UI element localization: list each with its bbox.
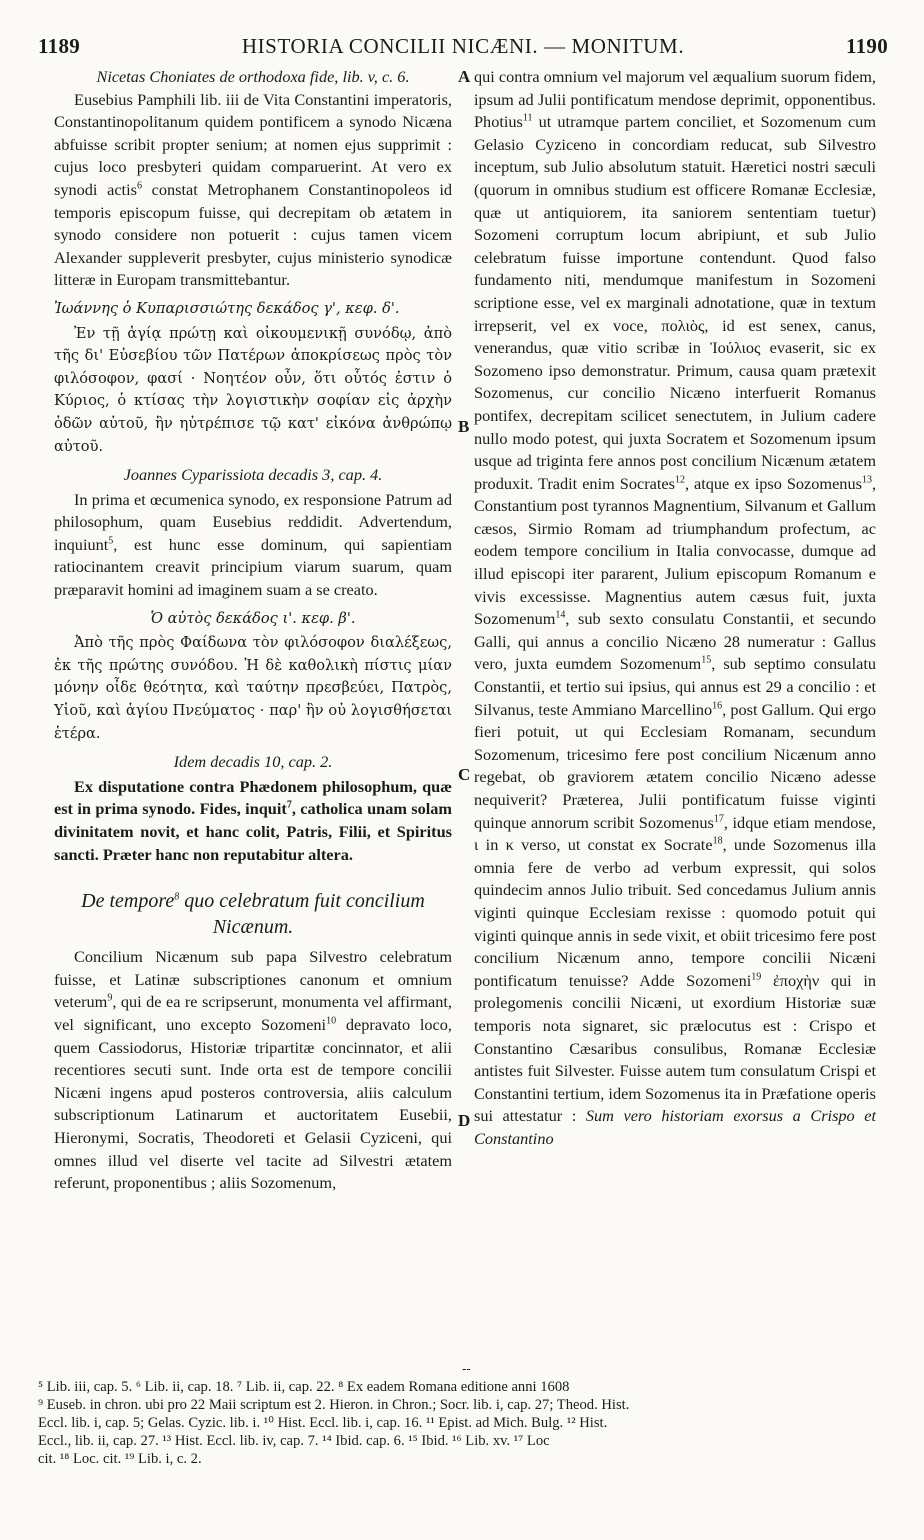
greek-source-heading: Ἰωάννης ὁ Κυπαρισσιώτης δεκάδος γ', κεφ. δ'. [54, 299, 400, 317]
footnote-ref: 13 [861, 474, 872, 486]
section-title: De tempore$^8$ quo celebratum fuit concilium Nicænum. [81, 890, 425, 939]
margin-letter-d: D [458, 1111, 471, 1130]
footnote-ref: 14 [555, 609, 566, 621]
paragraph: Eusebius Pamphili lib. iii de Vita Constantini imperatoris, Constantinopolitanum quidem pontificem a synodo Nicæna abfuisse scribit propter senium; at nomen ejus supprimit : cujus loco presbyteri quidam comparuerint. At vero ex synodi actis$^6$ constat Metrophanem Constantinopoleos id temporis episcopum fuisse, qui decrepitam ob ætatem in synodo considere non potuerit : cujus tamen vicem Alexander suppleverit presbyter, cujus ministerio synodicæ litteræ in Europam transmittebantur. [54, 89, 453, 290]
separator-mark: -- [462, 1362, 471, 1377]
page-title: HISTORIA CONCILII NICÆNI. — MONITUM. [241, 34, 685, 58]
footnote-ref: 17 [713, 813, 724, 825]
margin-letter-b: B [458, 417, 470, 436]
footnote-line: Eccl., lib. ii, cap. 27. ¹³ Hist. Eccl. lib. iv, cap. 7. ¹⁴ Ibid. cap. 6. ¹⁵ Ibid. ¹⁶ Lib. xv. ¹⁷ Loc [38, 1433, 550, 1449]
footnote-line: cit. ¹⁸ Loc. cit. ¹⁹ Lib. i, c. 2. [38, 1451, 202, 1467]
source-heading: Idem decadis 10, cap. 2. [173, 752, 333, 772]
paragraph: Ex disputatione contra Phædonem philosophum, quæ est in prima synodo. Fides, inquit$^7$, catholica unam solam divinitatem novit, et hanc colit, Patris, Filii, et Spiritus sancti. Præter hanc non reputabitur altera. [54, 776, 452, 864]
greek-source-heading: Ὁ αὐτὸς δεκάδος ι'. κεφ. β'. [150, 609, 356, 627]
footnote-ref: 7 [286, 799, 292, 811]
margin-letter-c: C [458, 765, 471, 784]
page-number-left: 1189 [38, 34, 81, 58]
footnote-ref: 6 [136, 180, 142, 192]
footnote-line: ⁹ Euseb. in chron. ubi pro 22 Maii scriptum est 2. Hieron. in Chron.; Socr. lib. i, cap. 27; Theod. Hist. [38, 1397, 630, 1413]
running-head [38, 34, 888, 60]
footnote-ref: 15 [701, 655, 712, 667]
footnote-ref: 19 [751, 971, 762, 983]
paragraph: qui contra omnium vel majorum vel æqualium suorum fidem, ipsum ad Julii pontificatum mendose deprimit, opponentibus. Photius$^{11}$ ut utramque partem conciliet, et Sozomenum cum Gelasio Cyziceno in concordiam reducat, sub Silvestro inceptum, sub Julio absolutum statuit. Hæretici nostri sæculi (quorum in omnibus studium est officere Romanæ Ecclesiæ, quæ ut antiquiorem, ita saniorem sententiam tuetur) Sozomeni corruptum locum abripiunt, et sub Julio celebratum fuisse importune contendunt. Quod falso fundamento niti, mendumque manifestum in Sozomeni scriptione esse, vel ex marginali adnotatione, quæ in textum irrepserit, vel ex voce, πολιὸς, id est senex, canus, venerandus, quæ vitio scribæ in Ἰούλιος evaserit, sic ex Sozomeno ipso demonstratur. Primum, causa quam prætexit Sozomenus, cur concilio Nicæno interfuerit Romanus pontifex, decrepitam scilicet senectutem, in Julium cadere nullo modo potest, qui juxta Socratem et Sozomenum ipsum usque ad triginta fere annos post concilium Nicænum ætatem produxit. Tradit enim Socrates$^{12}$, atque ex ipso Sozomenus$^{13}$, Constantium post tyrannos Magnentium, Silvanum et Gallum cæsos, Sirmio Romam ad triumphandum profectum, ac eodem tempore concilium in Italia convocasse, dumque ad illud episcopi iter pararent, Julium episcopum Romanum e vivis excessisse. Magnentius autem cæsus fuit, juxta Sozomenum$^{14}$, sub sexto consulatu Constantii, et secundo Galli, qui annus a concilio Nicæno 28 numeratur : Gallus vero, juxta eumdem Sozomenum$^{15}$, sub septimo consulatu Constantii, et tertio sui ipsius, qui annus est 29 a concilio : et Silvanus, teste Ammiano Marcellino$^{16}$, post Gallum. Qui ergo fieri potuit, ut qui Ecclesiam Romanam, secundum Sozomenum, tricesimo fere post concilium Nicænum anno regebat, ob graviorem ætatem concilio Nicæno adesse nequiverit? Præterea, Julii pontificatum fuisse viginti quinque annorum scribit Sozomenus$^{17}$, idque etiam mendose, ι in κ verso, ut constat ex Socrate$^{18}$, unde Sozomenus illa omnia fere de verbo ad verbum expressit, qui solos quindecim annos Julio tribuit. Sed concedamus Julium annis viginti quinque Ecclesiam rexisse : quomodo potuit qui viginti quinque annis in sede vixit, et obiit tricesimo fere post concilium Nicænum anno, tempore concilii Nicæni pontificatum tenuisse? Adde Sozomeni$^{19}$ ἐποχὴν qui in prolegomenis concilii Nicæni, ut exordium Historiæ suæ temporis nota signaret, sic prælocutus est : Crispo et Constantino Cæsaribus consulibus, Romanæ Ecclesiæ antistes fuit Silvester. Fuisse autem tum consulatum Crispi et Constantini tertium, idem Sozomenus ita in Præfatione operis sui attestatur : Sum vero historiam exorsus a Crispo et Constantino [474, 67, 877, 1148]
footnotes [38, 1378, 878, 1468]
greek-paragraph: Ἐν τῇ ἁγίᾳ πρώτῃ καὶ οἰκουμενικῇ συνόδῳ, ἀπὸ τῆς δι' Εὐσεβίου τῶν Πατέρων ἀποκρίσεως πρὸς τὸν φιλόσοφον, φασί · Νοητέον οὖν, ὅτι οὗτός ἐστιν ὁ Κύριος, ὁ κτίσας τὴν λογιστικὴν σοφίαν εἰς ἀρχὴν ὁδῶν αὐτοῦ, ἣν ηὐτρέπισε τῷ κατ' εἰκόνα ἀνθρώπῳ αὐτοῦ. [54, 324, 452, 455]
source-heading: Nicetas Choniates de orthodoxa fide, lib. v, c. 6. [96, 67, 410, 86]
footnote-line: Eccl. lib. i, cap. 5; Gelas. Cyzic. lib. i. ¹⁰ Hist. Eccl. lib. i, cap. 16. ¹¹ Epist. ad Mich. Bulg. ¹² Hist. [38, 1415, 608, 1431]
left-column [54, 66, 452, 1195]
paragraph: In prima et œcumenica synodo, ex responsione Patrum ad philosophum, quam Eusebius reddidit. Advertendum, inquiunt$^5$, est hunc esse dominum, qui sapientiam ratiocinantem creavit principium viarum suarum, quam præparavit homini ad imaginem suam a se creato. [54, 489, 452, 600]
footnote-line: ⁵ Lib. iii, cap. 5. ⁶ Lib. ii, cap. 18. ⁷ Lib. ii, cap. 22. ⁸ Ex eadem Romana editione anni 1608 [38, 1379, 570, 1395]
footnote-ref: 12 [674, 474, 685, 486]
source-heading: Joannes Cyparissiota decadis 3, cap. 4. [123, 465, 383, 485]
paragraph: Concilium Nicænum sub papa Silvestro celebratum fuisse, et Latinæ subscriptiones canonum et omnium veterum$^9$, qui de ea re scripserunt, monumenta vel affirmant, vel significant, uno excepto Sozomeni$^{10}$ depravato loco, quem Cassiodorus, Historiæ tripartitæ concinnator, et alii recentiores secuti sunt. Inde orta est de tempore concilii Nicæni ingens apud posteros controversia, aliis calculum subscriptionum Latinarum et auctoritatem Eusebii, Hieronymi, Socratis, Theodoreti et Gelasii Cyziceni, qui omnes illud vel diserte vel tacite ad Silvestri ætatem referunt, proponentibus ; aliis Sozomenum, [54, 947, 452, 1193]
quotation-italic: Sum vero historiam exorsus a Crispo et Constantino [474, 1106, 877, 1148]
footnote-ref: 5 [108, 535, 114, 547]
footnote-ref: 18 [712, 835, 723, 847]
greek-paragraph: Ἀπὸ τῆς πρὸς Φαίδωνα τὸν φιλόσοφον διαλέξεως, ἐκ τῆς πρώτης συνόδου. Ἡ δὲ καθολικὴ πίστις μίαν μόνην οἶδε θεότητα, καὶ ταύτην πρεσβεύει, Πατρὸς, Υἱοῦ, καὶ ἁγίου Πνεύματος · παρ' ἣν οὐ λογισθήσεται ἑτέρα. [54, 634, 452, 742]
footnote-ref: 11 [522, 112, 533, 124]
footnote-ref: 10 [326, 1015, 337, 1027]
footnote-ref: 16 [712, 700, 723, 712]
right-column [474, 66, 876, 1151]
margin-letter-a: A [458, 67, 471, 86]
page-number-right: 1190 [845, 34, 888, 58]
footnote-ref: 9 [107, 992, 113, 1004]
footnote-ref: 8 [174, 891, 180, 903]
